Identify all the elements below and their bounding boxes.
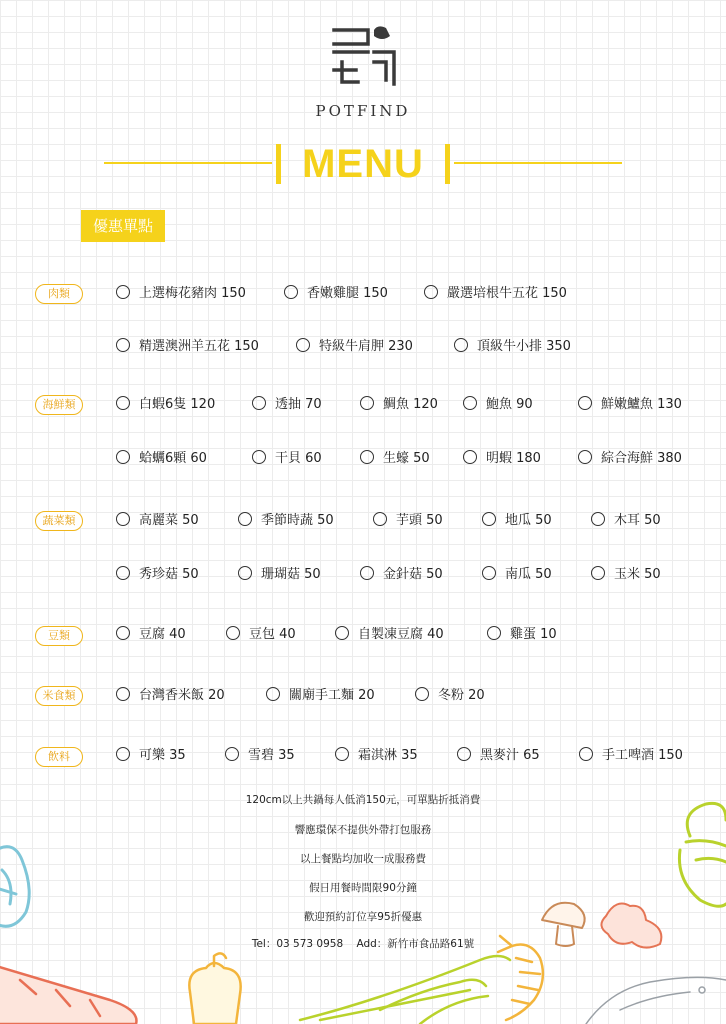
- menu-item[interactable]: 蛤蠣6顆 60: [116, 449, 207, 469]
- menu-item[interactable]: 手工啤酒 150: [579, 746, 683, 766]
- menu-item[interactable]: 嚴選培根牛五花 150: [424, 284, 567, 304]
- menu-item[interactable]: 香嫩雞腿 150: [284, 284, 388, 304]
- category-label: 米食類: [35, 686, 83, 706]
- menu-item[interactable]: 透抽 70: [252, 395, 322, 415]
- menu-item[interactable]: 上選梅花豬肉 150: [116, 284, 246, 304]
- menu-item[interactable]: 珊瑚菇 50: [238, 565, 321, 585]
- menu-item[interactable]: 黑麥汁 65: [457, 746, 540, 766]
- menu-item[interactable]: 鮮嫩鱸魚 130: [578, 395, 682, 415]
- category-label: 海鮮類: [35, 395, 83, 415]
- menu-item[interactable]: 自製凍豆腐 40: [335, 625, 444, 645]
- menu-item[interactable]: 季節時蔬 50: [238, 511, 334, 531]
- menu-item[interactable]: 生蠔 50: [360, 449, 430, 469]
- note-line: 假日用餐時間限90分鐘: [309, 882, 417, 894]
- menu-item[interactable]: 鯛魚 120: [360, 395, 438, 415]
- menu-item[interactable]: 關廟手工麵 20: [266, 686, 375, 706]
- menu-item[interactable]: 冬粉 20: [415, 686, 485, 706]
- menu-item[interactable]: 地瓜 50: [482, 511, 552, 531]
- menu-item[interactable]: 頂級牛小排 350: [454, 337, 571, 357]
- leek-icon: [300, 956, 510, 1024]
- menu-item[interactable]: 鮑魚 90: [463, 395, 533, 415]
- menu-item[interactable]: 豆包 40: [226, 625, 296, 645]
- note-line: 120cm以上共鍋每人低消150元，可單點折抵消費: [245, 794, 481, 806]
- menu-item[interactable]: 白蝦6隻 120: [116, 395, 215, 415]
- menu-item[interactable]: 台灣香米飯 20: [116, 686, 225, 706]
- menu-item[interactable]: 可樂 35: [116, 746, 186, 766]
- note-line: 歡迎預約訂位享95折優惠: [303, 911, 423, 923]
- menu-item[interactable]: 豆腐 40: [116, 625, 186, 645]
- category-label: 飲料: [35, 747, 83, 767]
- menu-item[interactable]: 高麗菜 50: [116, 511, 199, 531]
- menu-item[interactable]: 芋頭 50: [373, 511, 443, 531]
- menu-item[interactable]: 雪碧 35: [225, 746, 295, 766]
- menu-item[interactable]: 精選澳洲羊五花 150: [116, 337, 259, 357]
- promo-label: 優惠單點: [81, 210, 165, 242]
- carrot-icon: [0, 966, 136, 1024]
- brand-name: POTFIND: [315, 102, 411, 120]
- category-label: 肉類: [35, 284, 83, 304]
- category-label: 蔬菜類: [35, 511, 83, 531]
- menu-title: MENU: [302, 142, 424, 186]
- bell-pepper-icon: [189, 953, 240, 1024]
- menu-item[interactable]: 雞蛋 10: [487, 625, 557, 645]
- note-line: 以上餐點均加收一成服務費: [300, 853, 426, 865]
- menu-item[interactable]: 南瓜 50: [482, 565, 552, 585]
- menu-item[interactable]: 秀珍菇 50: [116, 565, 199, 585]
- menu-item[interactable]: 干貝 60: [252, 449, 322, 469]
- menu-item[interactable]: 明蝦 180: [463, 449, 541, 469]
- menu-item[interactable]: 霜淇淋 35: [335, 746, 418, 766]
- menu-item[interactable]: 木耳 50: [591, 511, 661, 531]
- fish-icon: [586, 977, 726, 1024]
- menu-item[interactable]: 特級牛肩胛 230: [296, 337, 413, 357]
- menu-item[interactable]: 金針菇 50: [360, 565, 443, 585]
- contact-info: Tel：03 573 0958 Add：新竹市食品路61號: [251, 938, 475, 950]
- menu-item[interactable]: 玉米 50: [591, 565, 661, 585]
- note-line: 響應環保不提供外帶打包服務: [294, 824, 432, 836]
- category-label: 豆類: [35, 626, 83, 646]
- menu-item[interactable]: 綜合海鮮 380: [578, 449, 682, 469]
